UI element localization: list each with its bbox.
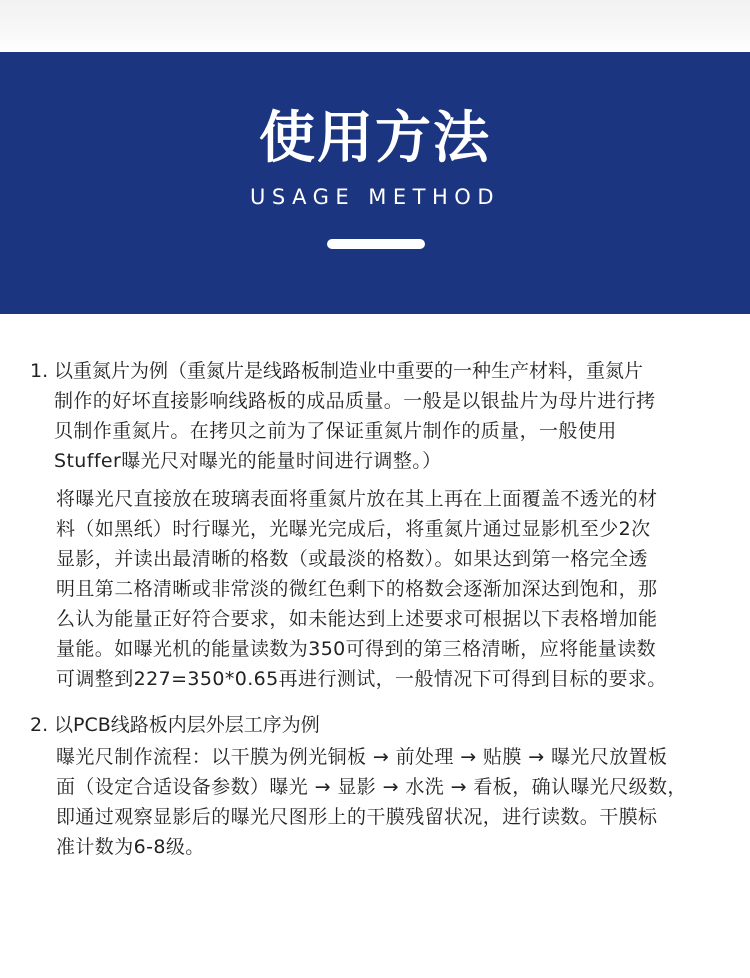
step-1-paragraph-2: 将曝光尺直接放在玻璃表面将重氮片放在其上再在上面覆盖不透光的材 料（如黑纸）时行曝光，光曝光完成后，将重氮片通过显影机至少2次 显影，并读出最清晰的格数（或最淡的格数）。如果达到第一格完全透 明且第二格清晰或非常淡的微红色剩下的格数会逐渐加深达到饱和，那 么认为能量正好符合要求，如未能达到上述要求可根据以下表格增加能 量能。如曝光机的能量读数为350可得到的第三格清晰，应将能量读数 可调整到227=350*0.65再进行测试，一般情况下可得到目标的要求。 [56,488,667,690]
usage-step-1 [0,356,750,694]
top-strip [0,0,750,52]
step-1-paragraph-1: 制作的好坏直接影响线路板的成品质量。一般是以银盐片为母片进行拷 贝制作重氮片。在拷贝之前为了保证重氮片制作的质量，一般使用 Stuffer曝光尺对曝光的能量时间进行调整。） [54,390,656,472]
page-title: 使用方法 [259,106,491,171]
step-2-first-line: 以PCB线路板内层外层工序为例 [54,714,320,736]
usage-content [0,356,750,862]
step-2-heading [30,710,730,740]
step-2-paragraph-1: 曝光尺制作流程：以干膜为例光铜板 → 前处理 → 贴膜 → 曝光尺放置板 面（设定合适设备参数）曝光 → 显影 → 水洗 → 看板，确认曝光尺级数， 即通过观察显影后的曝光尺图形上的干膜残留状况，进行读数。干膜标 准计数为6-8级。 [56,746,687,858]
step-1-heading [30,356,730,386]
header-banner [0,52,750,314]
page-subtitle: USAGE METHOD [249,185,500,209]
step-2-number: 2. [30,714,49,736]
title-divider [327,239,425,249]
usage-step-2 [0,710,750,862]
step-1-first-line: 以重氮片为例（重氮片是线路板制造业中重要的一种生产材料，重氮片 [54,360,644,382]
step-1-number: 1. [30,360,49,382]
